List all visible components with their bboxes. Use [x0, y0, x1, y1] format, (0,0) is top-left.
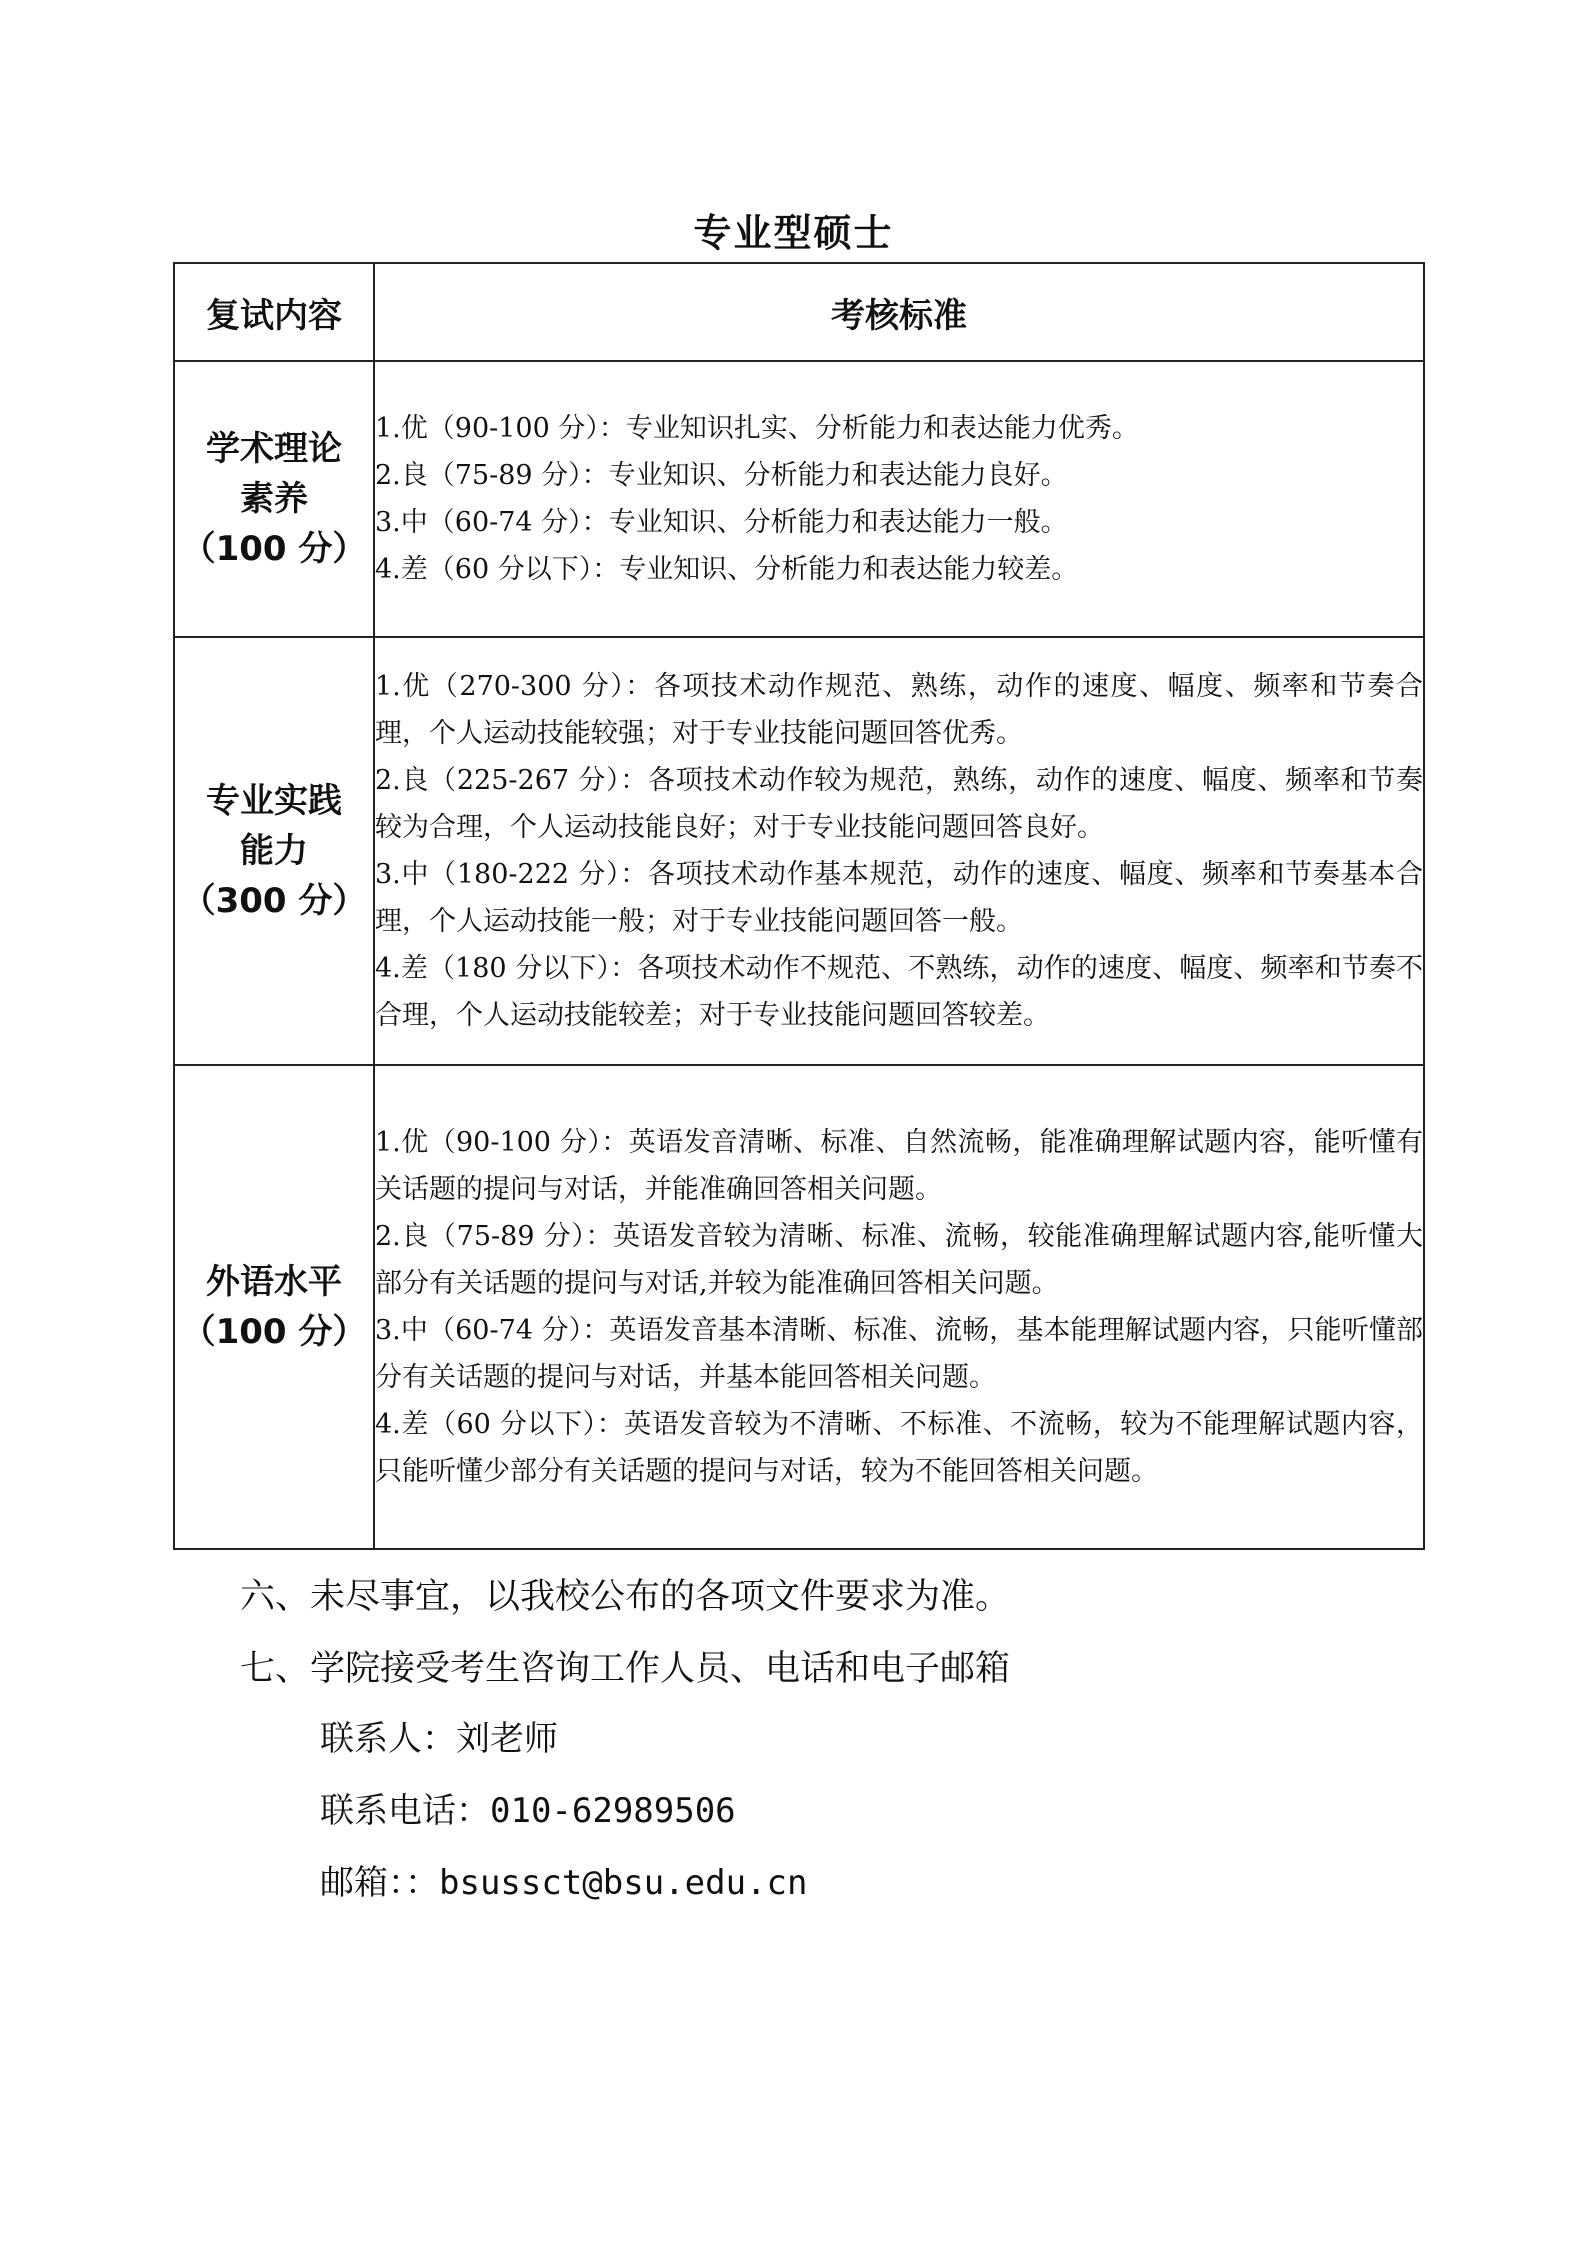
- criteria-foreign-language: [374, 1065, 1424, 1549]
- criteria-line: 1.优（90-100 分）：英语发音清晰、标准、自然流畅，能准确理解试题内容，能听懂有关话题的提问与对话，并能准确回答相关问题。: [375, 1127, 1423, 1205]
- item-line: 学术理论: [206, 429, 342, 469]
- table-row: [174, 637, 1424, 1065]
- item-line: 能力: [240, 831, 308, 871]
- criteria-line: 3.中（180-222 分）：各项技术动作基本规范，动作的速度、幅度、频率和节奏基本合理，个人运动技能一般；对于专业技能问题回答一般。: [375, 859, 1423, 937]
- criteria-line: 2.良（75-89 分）：专业知识、分析能力和表达能力良好。: [375, 460, 1068, 491]
- criteria-line: 4.差（60 分以下）：英语发音较为不清晰、不标准、不流畅，较为不能理解试题内容，只能听懂少部分有关话题的提问与对话，较为不能回答相关问题。: [375, 1409, 1423, 1487]
- criteria-line: 3.中（60-74 分）：英语发音基本清晰、标准、流畅，基本能理解试题内容，只能听懂部分有关话题的提问与对话，并基本能回答相关问题。: [375, 1315, 1423, 1393]
- page-title: 专业型硕士: [693, 211, 894, 255]
- criteria-line: 4.差（180 分以下）：各项技术动作不规范、不熟练，动作的速度、幅度、频率和节奏不合理，个人运动技能较差；对于专业技能问题回答较差。: [375, 953, 1423, 1031]
- table-header-row: [174, 263, 1424, 361]
- item-line: （300 分）: [181, 881, 367, 921]
- criteria-line: 1.优（270-300 分）：各项技术动作规范、熟练，动作的速度、幅度、频率和节奏合理，个人运动技能较强；对于专业技能问题回答优秀。: [375, 671, 1423, 749]
- item-academic-theory: [174, 361, 374, 637]
- table-row: [174, 361, 1424, 637]
- item-line: （100 分）: [181, 529, 367, 569]
- contact-phone: 联系电话：010-62989506: [320, 1791, 736, 1831]
- criteria-line: 3.中（60-74 分）：专业知识、分析能力和表达能力一般。: [375, 507, 1068, 538]
- item-practice: [174, 637, 374, 1065]
- criteria-line: 4.差（60 分以下）：专业知识、分析能力和表达能力较差。: [375, 554, 1079, 585]
- criteria-academic-theory: [374, 361, 1424, 637]
- item-line: 专业实践: [206, 781, 342, 821]
- header-criteria: 考核标准: [374, 263, 1424, 361]
- criteria-practice: [374, 637, 1424, 1065]
- criteria-line: 1.优（90-100 分）：专业知识扎实、分析能力和表达能力优秀。: [375, 413, 1139, 444]
- item-line: （100 分）: [181, 1312, 367, 1352]
- criteria-table: [173, 262, 1425, 1550]
- criteria-line: 2.良（225-267 分）：各项技术动作较为规范，熟练，动作的速度、幅度、频率和节奏较为合理，个人运动技能良好；对于专业技能问题回答良好。: [375, 765, 1423, 843]
- section-six: 六、未尽事宜，以我校公布的各项文件要求为准。: [240, 1577, 1011, 1617]
- table-row: [174, 1065, 1424, 1549]
- section-seven: 七、学院接受考生咨询工作人员、电话和电子邮箱: [240, 1649, 1011, 1689]
- contact-person: 联系人：刘老师: [320, 1719, 558, 1759]
- criteria-line: 2.良（75-89 分）：英语发音较为清晰、标准、流畅，较能准确理解试题内容,能听懂大部分有关话题的提问与对话,并较为能准确回答相关问题。: [375, 1221, 1423, 1299]
- header-item: 复试内容: [174, 263, 374, 361]
- item-foreign-language: [174, 1065, 374, 1549]
- item-line: 素养: [240, 479, 308, 519]
- item-line: 外语水平: [206, 1262, 342, 1302]
- contact-email: 邮箱：：bsussct@bsu.edu.cn: [320, 1863, 808, 1903]
